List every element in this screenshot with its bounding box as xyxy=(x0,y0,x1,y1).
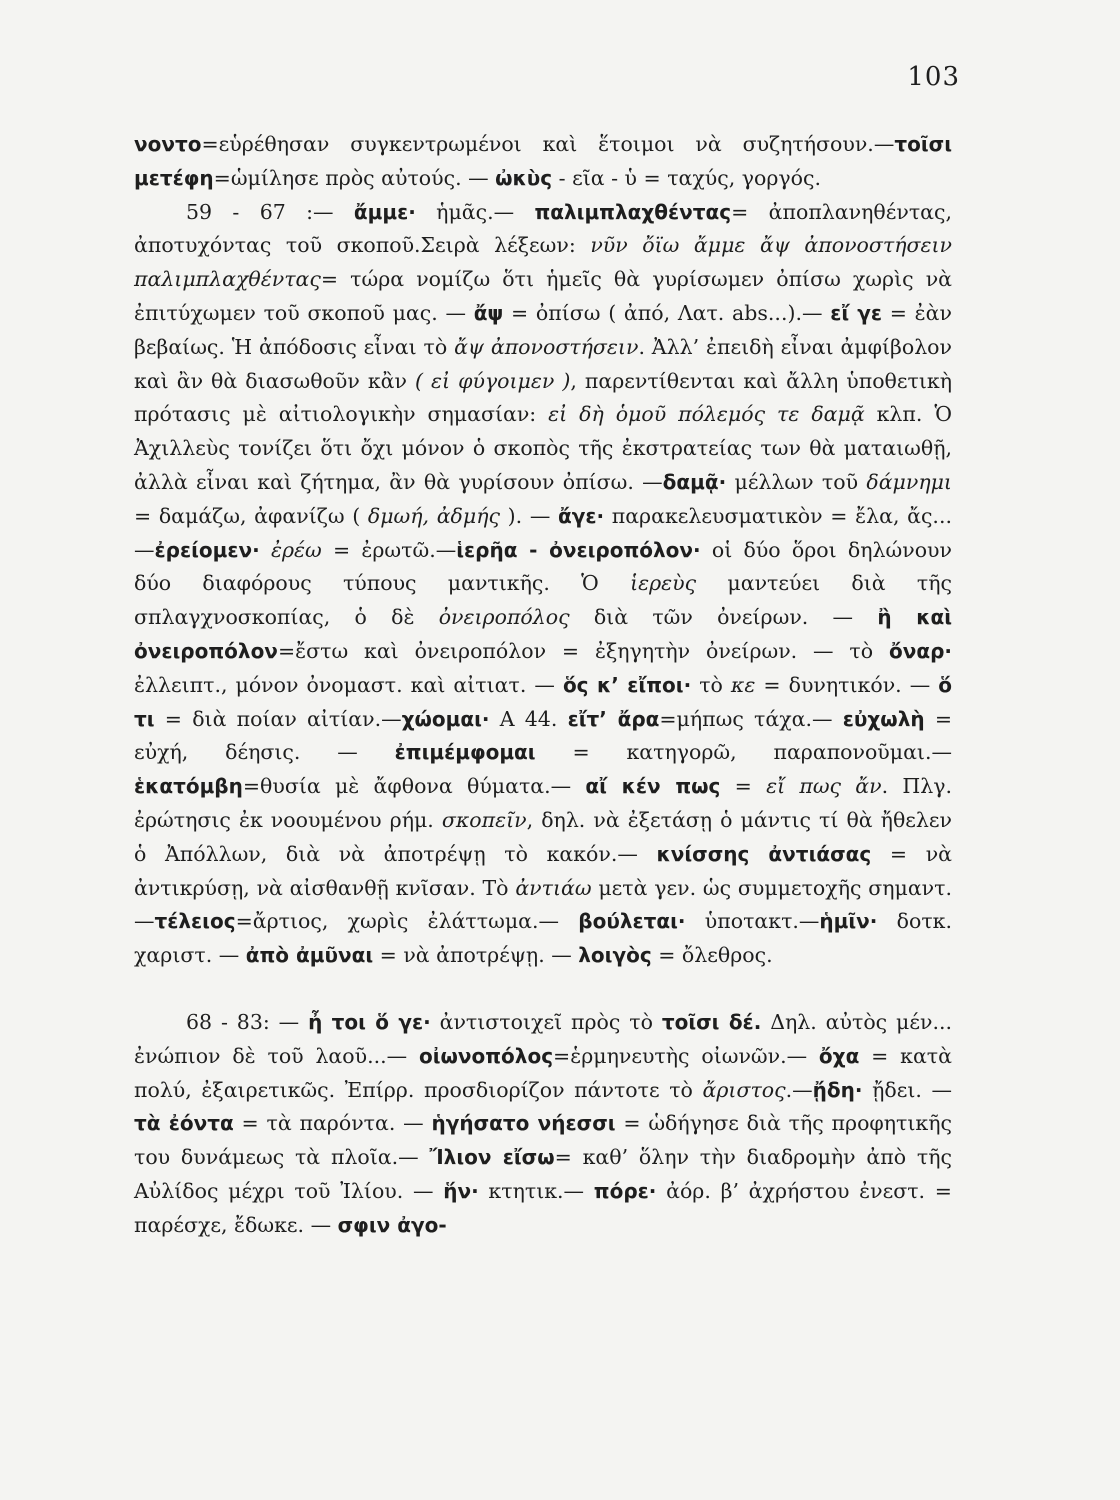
gloss-text: μετὰ γεν. ὡς συμμετοχῆς σημαντ.— xyxy=(134,875,952,934)
lemma: ἱερῆα - ὀνειροπόλον· xyxy=(456,537,701,562)
lemma: ᾔδη· xyxy=(812,1077,863,1102)
gloss-text: =ἄρτιος, χωρὶς ἐλάττωμα.— xyxy=(235,909,579,934)
gloss-text: ἀντιστοιχεῖ πρὸς τὸ xyxy=(430,1009,662,1034)
lemma: ἢ καὶ ὀνειροπόλον xyxy=(134,605,952,663)
lemma: ὄναρ· xyxy=(888,638,952,663)
italic-citation: εἰ δὴ ὁμοῦ πόλεμός τε δαμᾷ xyxy=(548,402,865,427)
paragraph xyxy=(134,1006,952,1243)
gloss-text: =ἔστω καὶ ὀνειροπόλον = ἐξηγητὴν ὀνείρων. — τὸ xyxy=(277,638,889,663)
gloss-text: =θυσία μὲ ἄφθονα θύματα.— xyxy=(242,774,586,799)
lemma: ὠκὺς xyxy=(495,165,553,190)
gloss-text: οἱ δύο ὅροι δηλώνουν δύο διαφόρους τύπους μαντικῆς. Ὁ xyxy=(134,537,952,596)
gloss-text: μαντεύει διὰ τῆς σπλαγχνοσκοπίας, ὁ δὲ xyxy=(134,571,952,630)
lemma: εἴτ’ ἄρα xyxy=(567,706,660,731)
gloss-text: = ὀπίσω ( ἀπό, Λατ. abs...).— xyxy=(503,300,831,325)
gloss-text: =εὑρέθησαν συγκεντρωμένοι καὶ ἕτοιμοι νὰ συζητήσουν.— xyxy=(201,132,895,156)
gloss-text: κλπ. Ὁ Ἀχιλλεὺς τονίζει ὅτι ὄχι μόνον ὁ σκοπὸς τῆς ἐκστρατείας των θὰ ματαιωθῇ, ἀλλὰ εἶναι καὶ ζήτημα, ἂν θὰ γυρίσουν ὀπίσω. — xyxy=(134,402,952,494)
lemma: τὰ ἐόντα xyxy=(134,1111,234,1136)
gloss-text: 68 - 83: — xyxy=(186,1009,309,1034)
gloss-text: Α 44. xyxy=(489,706,568,731)
gloss-text: = ὡδήγησε διὰ τῆς προφητικῆς του δυνάμεως τὰ πλοῖα.— xyxy=(134,1111,952,1170)
gloss-text: = καθ’ ὅλην τὴν διαδρομὴν ἀπὸ τῆς Αὐλίδος μέχρι τοῦ Ἰλίου. — xyxy=(134,1145,952,1203)
lemma: νοντο xyxy=(134,132,202,156)
gloss-text: ὑποτακτ.— xyxy=(685,909,820,934)
lemma: σφιν ἀγο- xyxy=(337,1212,447,1237)
paragraph xyxy=(134,196,952,973)
lemma: ἐπιμέμφομαι xyxy=(394,740,536,765)
lemma: ἡγήσατο νήεσσι xyxy=(431,1111,616,1136)
gloss-text: = νὰ ἀντικρύσῃ, νὰ αἰσθανθῇ κνῖσαν. Τὸ xyxy=(134,841,952,900)
gloss-text: , παρεντίθενται καὶ ἄλλη ὑποθετικὴ πρότασις μὲ αἰτιολογικὴν σημασίαν: xyxy=(134,368,952,427)
gloss-text: = xyxy=(720,774,767,799)
gloss-text: . Πλγ. ἐρώτησις ἐκ νοουμένου ρήμ. xyxy=(134,774,953,832)
lemma: παλιμπλαχθέντας xyxy=(534,199,732,224)
italic-citation: κε xyxy=(730,672,756,697)
gloss-text: ᾔδει. — xyxy=(862,1077,952,1102)
page-number: 103 xyxy=(907,62,960,92)
gloss-text: 59 - 67 :— xyxy=(186,199,354,224)
gloss-text: = ὄλεθρος. xyxy=(651,943,773,968)
paragraph xyxy=(134,128,952,196)
lemma: οἰωνοπόλος xyxy=(418,1043,554,1068)
gloss-text: =μήπως τάχα.— xyxy=(659,706,843,731)
gloss-text: =ὡμίλησε πρὸς αὐτούς. — xyxy=(213,165,496,190)
gloss-text: = δαμάζω, ἀφανίζω ( xyxy=(134,503,368,528)
italic-citation: ἄψ ἀπονοστήσειν xyxy=(454,334,639,359)
gloss-text: - εῖα - ὑ = ταχύς, γοργός. xyxy=(552,165,822,190)
italic-citation: ἱερεὺς xyxy=(630,571,697,596)
gloss-text: Δηλ. αὐτὸς μέν... ἐνώπιον δὲ τοῦ λαοῦ...— xyxy=(134,1009,952,1068)
gloss-text: ). — xyxy=(499,503,558,528)
italic-citation: ἀντιάω xyxy=(515,875,592,900)
lemma: πόρε· xyxy=(593,1178,657,1203)
lemma: χώομαι· xyxy=(401,706,490,731)
lemma: λοιγὸς xyxy=(578,943,652,968)
gloss-text: = ἀποπλανηθέντας, ἀποτυχόντας τοῦ σκοποῦ.Σειρὰ λέξεων: xyxy=(134,199,952,258)
gloss-text: ἡμᾶς.— xyxy=(415,199,535,224)
lemma: Ἴλιον εἴσω xyxy=(429,1145,555,1170)
gloss-text: =ἑρμηνευτὴς οἰωνῶν.— xyxy=(553,1043,819,1068)
lemma: ἑκατόμβη xyxy=(134,774,243,799)
lemma: ὄχα xyxy=(818,1043,860,1068)
gloss-text: ἐλλειπτ., μόνον ὀνομαστ. καὶ αἰτιατ. — xyxy=(134,672,563,697)
gloss-text: κτητικ.— xyxy=(478,1178,594,1203)
gloss-text: δοτκ. χαριστ. — xyxy=(134,909,953,968)
lemma: ἦ τοι ὅ γε· xyxy=(308,1009,431,1034)
lemma: τέλειος xyxy=(154,909,236,934)
gloss-text: , δηλ. νὰ ἐξετάσῃ ὁ μάντις τί θὰ ἤθελεν ὁ Ἀπόλλων, διὰ νὰ ἀποτρέψῃ τὸ κακόν.— xyxy=(134,807,952,866)
lemma: ἄμμε· xyxy=(353,199,416,224)
lemma: εἴ γε xyxy=(830,300,883,325)
lemma: ἥν· xyxy=(443,1178,479,1203)
italic-citation: δμωή, ἀδμής xyxy=(367,503,500,528)
gloss-text: .— xyxy=(785,1077,813,1102)
italic-citation: δάμνημι xyxy=(866,469,952,494)
lemma: εὐχωλὴ xyxy=(842,706,925,731)
gloss-text: παρακελευσματικὸν = ἔλα, ἄς... — xyxy=(134,503,952,562)
lemma: ἡμῖν· xyxy=(819,909,878,934)
gloss-text: = τώρα νομίζω ὅτι ἡμεῖς θὰ γυρίσωμεν ὀπίσω χωρὶς νὰ ἐπιτύχωμεν τοῦ σκοποῦ μας. — xyxy=(134,267,952,325)
lemma: τοῖσι μετέφη xyxy=(134,132,952,190)
lemma: ὅς κ’ εἴποι· xyxy=(562,672,692,697)
gloss-text: μέλλων τοῦ xyxy=(726,469,867,494)
lemma: κνίσσης ἀντιάσας xyxy=(656,841,872,866)
lemma: δαμᾷ· xyxy=(662,469,727,494)
italic-citation: σκοπεῖν xyxy=(441,807,527,832)
gloss-text: = δυνητικόν. — xyxy=(755,672,939,697)
italic-citation: νῦν ὄϊω ἄμμε ἄψ ἀπονοστήσειν παλιμπλαχθέντας xyxy=(134,233,952,292)
gloss-text xyxy=(260,538,271,562)
gloss-text: ἀόρ. β’ ἀχρήστου ἐνεστ. = παρέσχε, ἔδωκε. — xyxy=(134,1178,952,1237)
italic-citation: ( εἰ φύγοιμεν ) xyxy=(415,368,571,393)
gloss-text: = εὐχή, δέησις. — xyxy=(134,706,953,765)
lemma: βούλεται· xyxy=(578,909,686,934)
lemma: ὅ τι xyxy=(134,672,952,731)
lemma: τοῖσι δέ. xyxy=(661,1009,762,1034)
gloss-text: = νὰ ἀποτρέψῃ. — xyxy=(373,943,579,968)
gloss-text: . Ἀλλ’ ἐπειδὴ εἶναι ἀμφίβολον καὶ ἂν θὰ διασωθοῦν κἂν xyxy=(134,334,952,393)
gloss-text: τὸ xyxy=(691,672,731,697)
gloss-text: = κατηγορῶ, παραπονοῦμαι.— xyxy=(535,740,952,765)
lemma: ἀπὸ ἀμῦναι xyxy=(245,943,374,968)
gloss-text: = κατὰ πολύ, ἐξαιρετικῶς. Ἐπίρρ. προσδιορίζον πάντοτε τὸ xyxy=(134,1043,952,1102)
italic-citation: εἴ πως ἄν xyxy=(766,774,882,799)
italic-citation: ὀνειροπόλος xyxy=(438,605,570,630)
gloss-text: = διὰ ποίαν αἰτίαν.— xyxy=(154,706,402,731)
lemma: αἴ κέν πως xyxy=(585,774,721,799)
gloss-text: διὰ τῶν ὀνείρων. — xyxy=(569,605,878,630)
gloss-text: = ἐρωτῶ.— xyxy=(321,537,457,562)
gloss-text: = ἐὰν βεβαίως. Ἡ ἀπόδοσις εἶναι τὸ xyxy=(134,300,952,359)
lemma: ἄγε· xyxy=(557,503,605,528)
gloss-text: = τὰ παρόντα. — xyxy=(233,1111,432,1136)
italic-citation: ἐρέω xyxy=(270,537,322,562)
italic-citation: ἄριστος xyxy=(702,1077,786,1102)
lemma: ἄψ xyxy=(473,300,504,325)
commentary-text xyxy=(134,128,952,1243)
lemma: ἐρείομεν· xyxy=(154,537,260,562)
